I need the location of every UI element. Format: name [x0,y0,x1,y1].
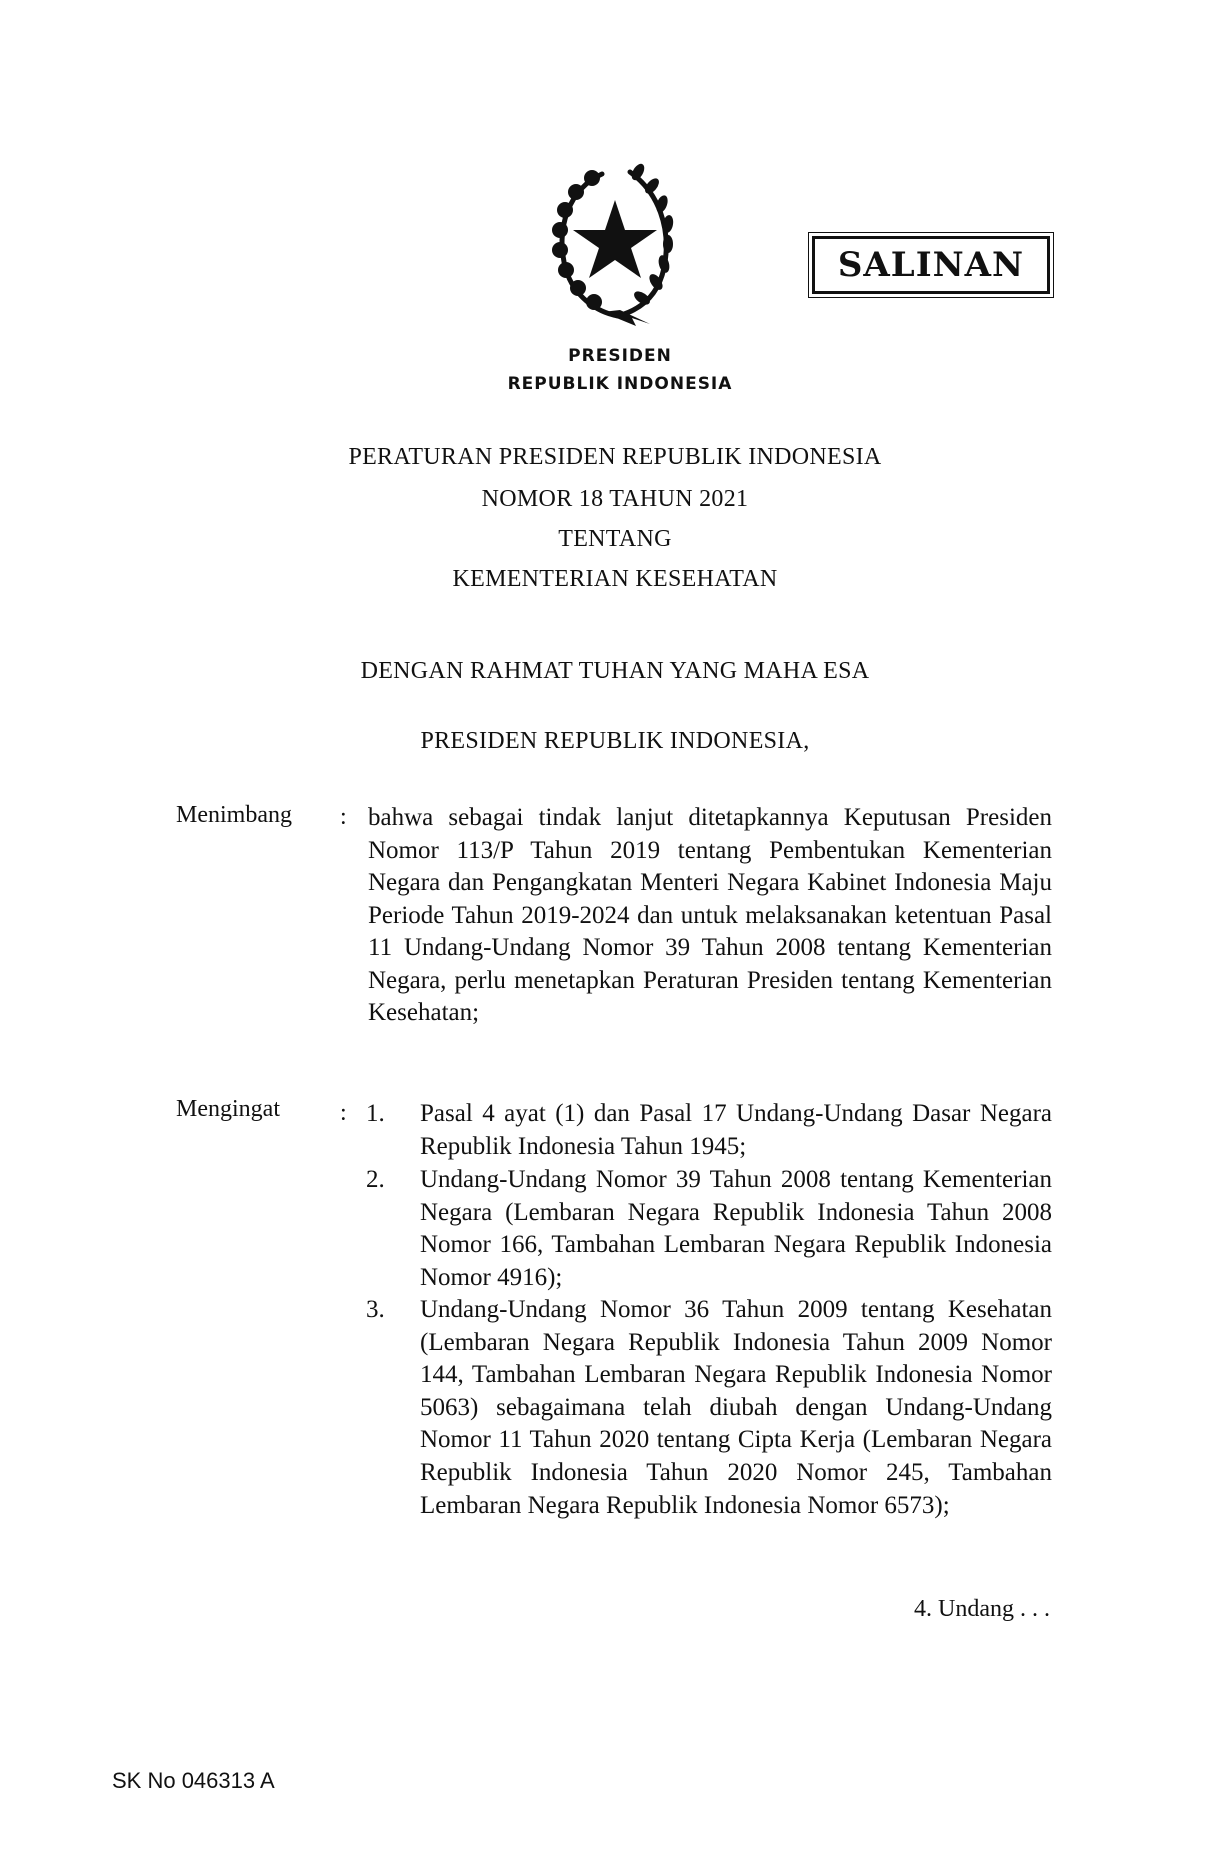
regulation-number: NOMOR 18 TAHUN 2021 [481,486,749,512]
mengingat-item-number: 2. [366,1166,385,1193]
header-presiden: PRESIDEN [568,346,672,366]
mengingat-item-text: Pasal 4 ayat (1) dan Pasal 17 Undang-Undang Dasar Negara Republik Indonesia Tahun 1945; [420,1100,1052,1160]
mengingat-item-text: Undang-Undang Nomor 39 Tahun 2008 tentang Kementerian Negara (Lembaran Negara Republik Indonesia Tahun 2008 Nomor 166, Tambahan Lembaran Negara Republik Indonesia Nomor 4916); [420,1166,1052,1291]
mengingat-colon: : [340,1100,347,1126]
mengingat-item-number: 3. [366,1296,385,1323]
sk-serial-number: SK No 046313 A [112,1768,275,1793]
menimbang-colon: : [340,804,347,830]
regulation-title: PERATURAN PRESIDEN REPUBLIK INDONESIA [348,444,882,470]
mengingat-item-text: Undang-Undang Nomor 36 Tahun 2009 tentang Kesehatan (Lembaran Negara Republik Indonesia Tahun 2009 Nomor 144, Tambahan Lembaran Negara Republik Indonesia Nomor 5063) sebagaimana telah diubah dengan Undang-Undang Nomor 11 Tahun 2020 tentang Cipta Kerja (Lembaran Negara Republik Indonesia Tahun 2020 Nomor 245, Tambahan Lembaran Negara Republik Indonesia Nomor 6573); [420,1296,1052,1519]
menimbang-label: Menimbang [176,802,292,828]
mengingat-item-number: 1. [366,1100,385,1127]
salinan-stamp: SALINAN [812,236,1050,294]
header-republik-indonesia: REPUBLIK INDONESIA [507,374,733,394]
enacting-authority: PRESIDEN REPUBLIK INDONESIA, [420,728,810,754]
regulation-subject: KEMENTERIAN KESEHATAN [452,566,778,592]
menimbang-text: bahwa sebagai tindak lanjut ditetapkannya Keputusan Presiden Nomor 113/P Tahun 2019 tentang Pembentukan Kementerian Negara dan Pengangkatan Menteri Negara Kabinet Indonesia Maju Periode Tahun 2019-2024 dan untuk melaksanakan ketentuan Pasal 11 Undang-Undang Nomor 39 Tahun 2008 tentang Kementerian Negara, perlu menetapkan Peraturan Presiden tentang Kementerian Kesehatan; [368,804,1052,1026]
page-continuation: 4. Undang . . . [914,1596,1050,1622]
invocation: DENGAN RAHMAT TUHAN YANG MAHA ESA [360,658,870,684]
regulation-tentang: TENTANG [558,526,672,552]
presidential-emblem-icon [540,158,690,328]
mengingat-label: Mengingat [176,1096,280,1122]
